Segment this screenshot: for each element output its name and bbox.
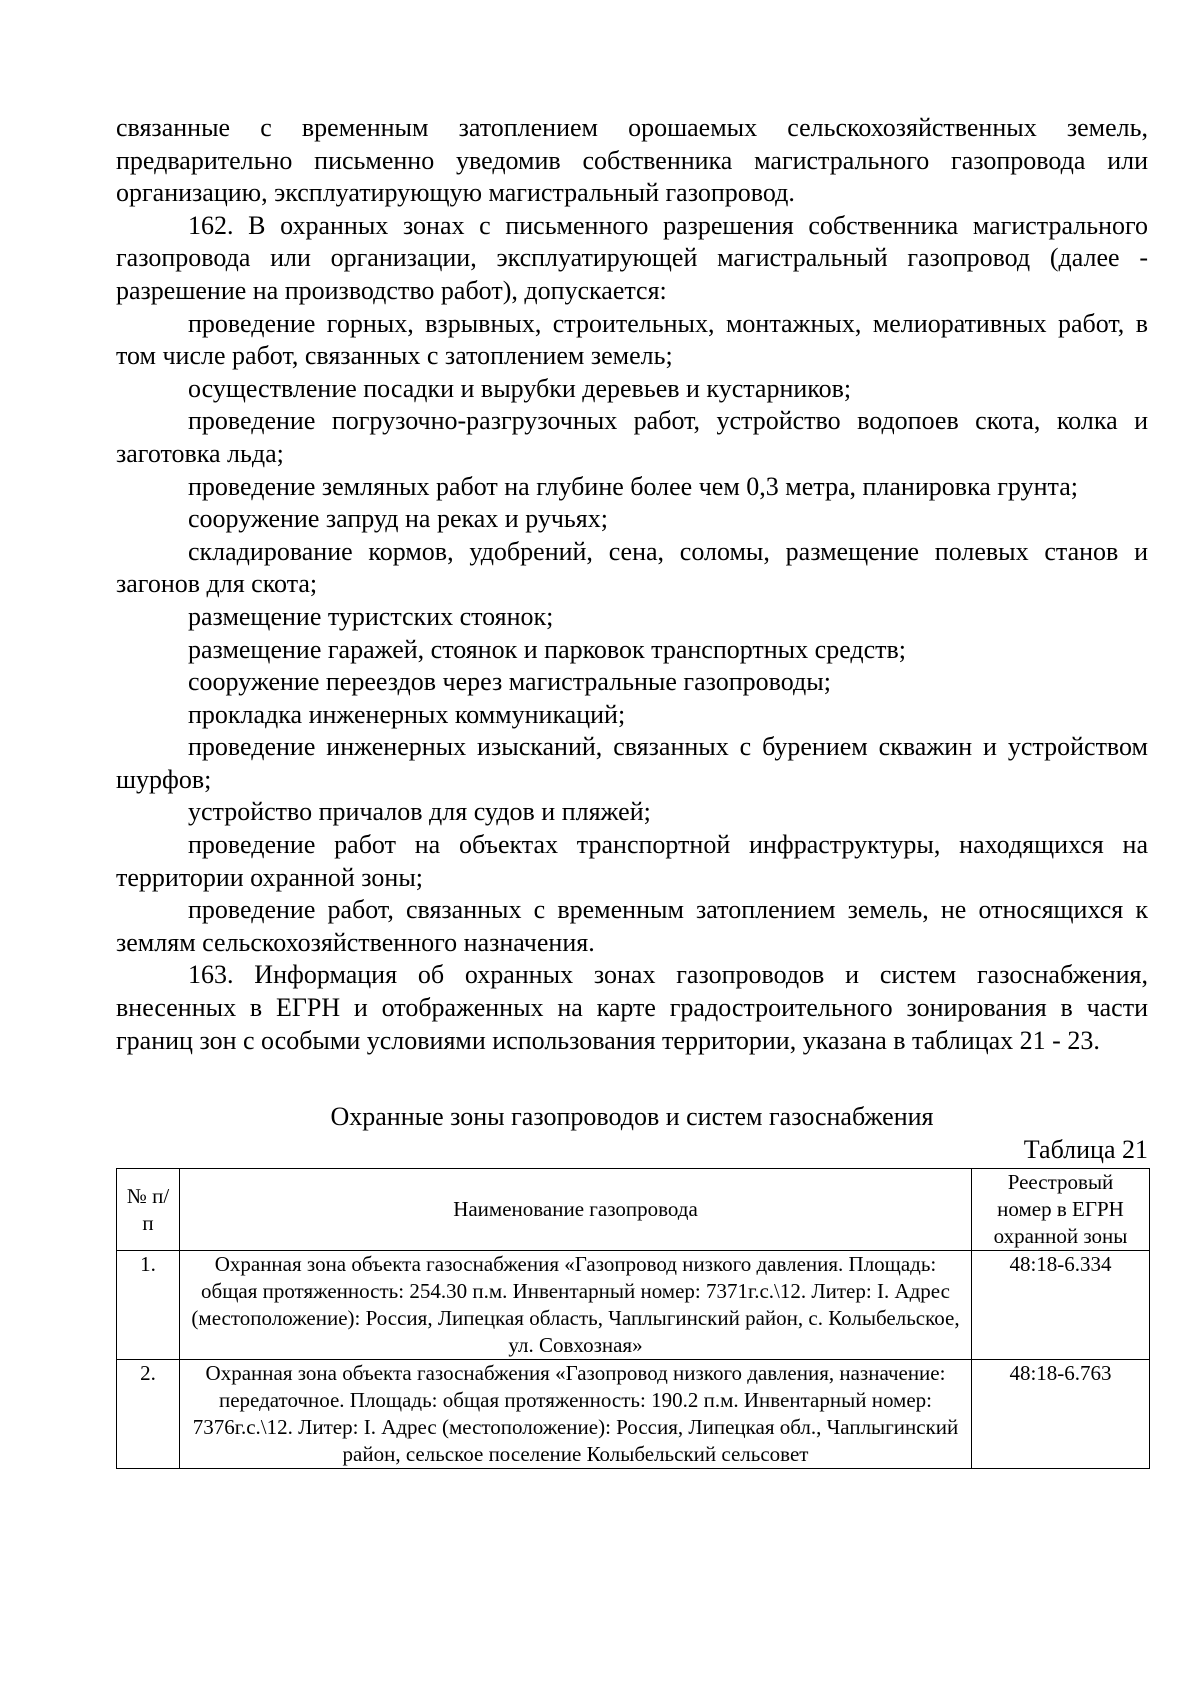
header-registry-number: Реестровый номер в ЕГРН охранной зоны — [972, 1169, 1150, 1251]
table-label: Таблица 21 — [1023, 1134, 1148, 1164]
list-item: проведение инженерных изысканий, связанных с бурением скважин и устройством шурфов; — [116, 732, 1148, 794]
list-item: проведение погрузочно-разгрузочных работ, устройство водопоев скота, колка и заготовка льда; — [116, 406, 1148, 468]
list-item: проведение работ, связанных с временным затоплением земель, не относящихся к землям сельскохозяйственного назначения. — [116, 895, 1148, 957]
list-item: проведение земляных работ на глубине более чем 0,3 метра, планировка грунта; — [188, 471, 1078, 501]
cell-number: 2. — [117, 1360, 180, 1469]
header-number: № п/п — [117, 1169, 180, 1251]
gas-pipeline-zones-table — [116, 1168, 1150, 1469]
body-text — [116, 112, 1148, 1057]
cell-name: Охранная зона объекта газоснабжения «Газопровод низкого давления. Площадь: общая протяженность: 254.30 п.м. Инвентарный номер: 7371г.с.\12. Литер: I. Адрес (местоположение): Россия, Липецкая область, Чаплыгинский район, с. Колыбельское, ул. Совхозная» — [180, 1251, 972, 1360]
list-item: сооружение переездов через магистральные газопроводы; — [188, 667, 831, 697]
table-caption: Охранные зоны газопроводов и систем газоснабжения — [330, 1102, 934, 1132]
list-item: проведение горных, взрывных, строительных, монтажных, мелиоративных работ, в том числе работ, связанных с затоплением земель; — [116, 308, 1148, 371]
cell-name: Охранная зона объекта газоснабжения «Газопровод низкого давления, назначение: передаточное. Площадь: общая протяженность: 190.2 п.м. Инвентарный номер: 7376г.с.\12. Литер: I. Адрес (местоположение): Россия, Липецкая обл., Чаплыгинский район, сельское поселение Колыбельский сельсовет — [180, 1360, 972, 1469]
list-item: размещение туристских стоянок; — [188, 601, 554, 631]
list-item: устройство причалов для судов и пляжей; — [188, 797, 651, 827]
cell-registry-number: 48:18-6.334 — [972, 1251, 1150, 1360]
table-header-row — [117, 1169, 1150, 1251]
paragraph: 163. Информация об охранных зонах газопроводов и систем газоснабжения, внесенных в ЕГРН и отображенных на карте градостроительного зонирования в части границ зон с особыми условиями использования территории, указана в таблицах 21 - 23. — [116, 960, 1148, 1055]
cell-registry-number: 48:18-6.763 — [972, 1360, 1150, 1469]
table-row — [117, 1360, 1150, 1469]
list-item: сооружение запруд на реках и ручьях; — [188, 504, 608, 534]
paragraph: 162. В охранных зонах с письменного разрешения собственника магистрального газопровода или организации, эксплуатирующей магистральный газопровод (далее - разрешение на производство работ), допускается: — [116, 210, 1148, 305]
document-page — [116, 112, 1148, 1469]
table-row — [117, 1251, 1150, 1360]
list-item: размещение гаражей, стоянок и парковок транспортных средств; — [188, 634, 907, 664]
list-item: складирование кормов, удобрений, сена, соломы, размещение полевых станов и загонов для скота; — [116, 536, 1148, 599]
list-item: прокладка инженерных коммуникаций; — [188, 699, 626, 729]
list-item: осуществление посадки и вырубки деревьев и кустарников; — [188, 373, 852, 403]
list-item: проведение работ на объектах транспортной инфраструктуры, находящихся на территории охранной зоны; — [116, 830, 1148, 892]
cell-number: 1. — [117, 1251, 180, 1360]
paragraph: связанные с временным затоплением орошаемых сельскохозяйственных земель, предварительно письменно уведомив собственника магистрального газопровода или организацию, эксплуатирующую магистральный газопровод. — [116, 113, 1148, 208]
header-name: Наименование газопровода — [180, 1169, 972, 1251]
